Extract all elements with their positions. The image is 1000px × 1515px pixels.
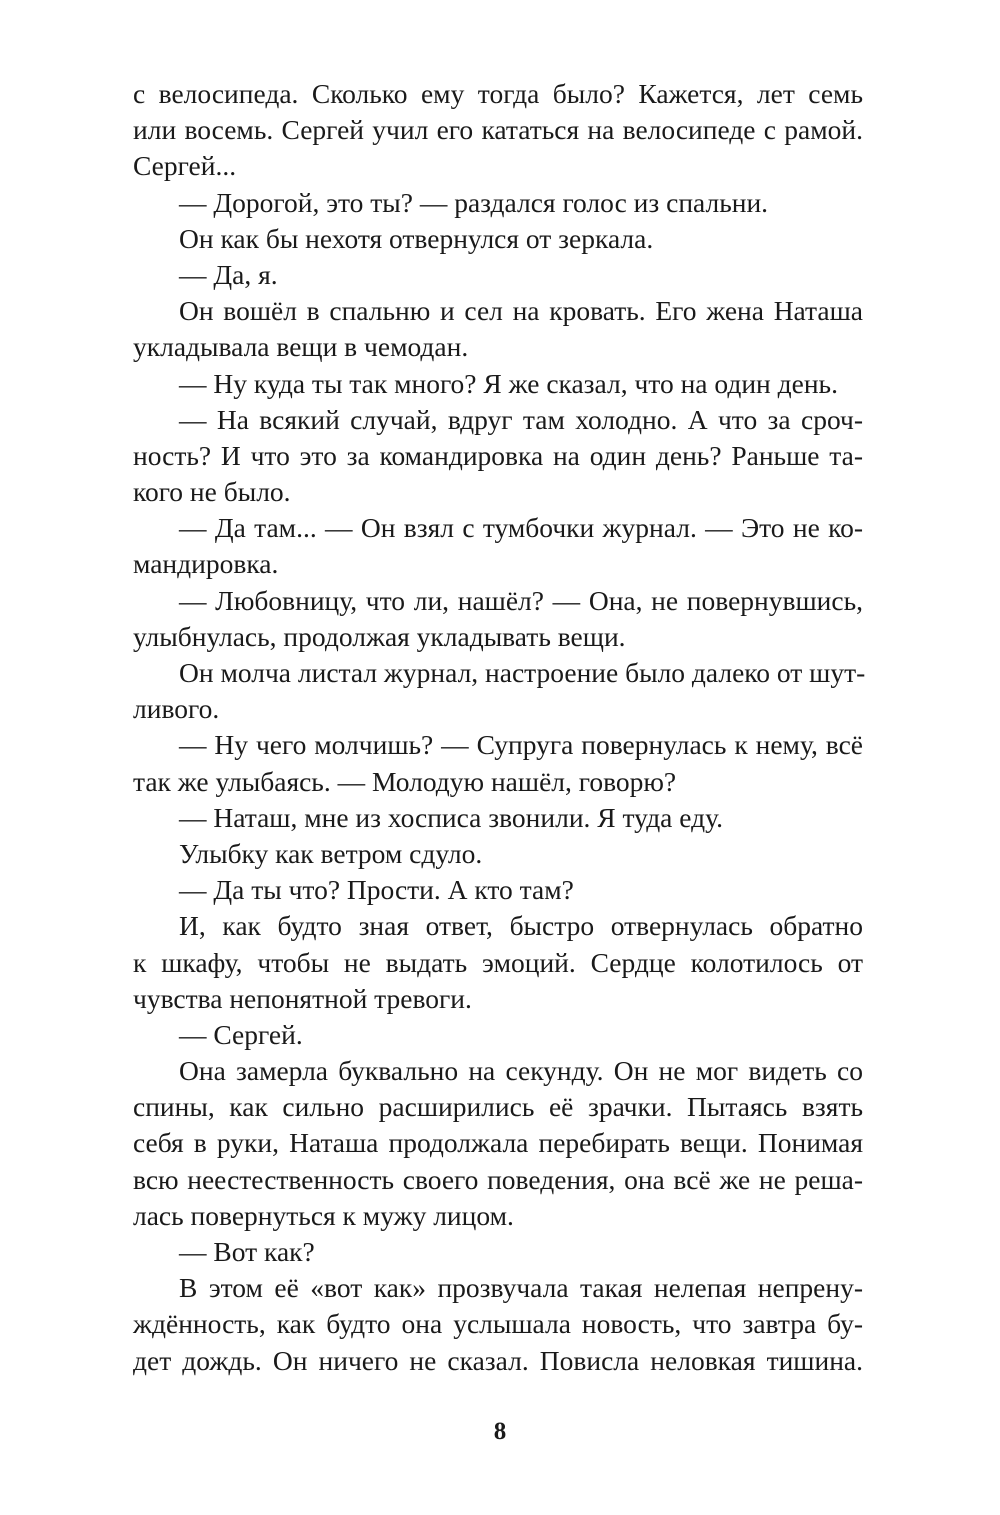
- text-line: с велосипеда. Сколько ему тогда было? Кажется, лет семь: [133, 78, 863, 109]
- text-line: к шкафу, чтобы не выдать эмоций. Сердце колотилось от: [133, 946, 863, 978]
- text-line: всю неестественность своего поведения, она всё же не реша-: [133, 1163, 863, 1195]
- text-line: ность? И что это за командировка на один день? Раньше та-: [133, 439, 863, 471]
- body-text: [133, 76, 866, 1379]
- text-line: — Да, я.: [179, 258, 278, 290]
- text-line: ждённость, как будто она услышала новость, что завтра бу-: [133, 1308, 863, 1340]
- text-line: — Вот как?: [179, 1236, 315, 1267]
- text-line: — Наташ, мне из хосписа звонили. Я туда еду.: [179, 801, 723, 833]
- text-line: укладывала вещи в чемодан.: [133, 331, 469, 363]
- text-line: — Дорогой, это ты? — раздался голос из спальни.: [179, 186, 769, 218]
- text-line: себя в руки, Наташа продолжала перебирать вещи. Понимая: [133, 1127, 863, 1159]
- text-line: — Да там... — Он взял с тумбочки журнал. — Это не ко-: [179, 512, 863, 544]
- text-line: лась повернуться к мужу лицом.: [133, 1199, 514, 1231]
- text-line: так же улыбаясь. — Молодую нашёл, говорю?: [133, 765, 677, 797]
- text-line: Сергей...: [133, 150, 237, 182]
- text-line: мандировка.: [133, 548, 279, 580]
- text-line: спины, как сильно расширились её зрачки. Пытаясь взять: [133, 1091, 863, 1123]
- text-line: — Сергей.: [179, 1018, 303, 1050]
- text-line: Она замерла буквально на секунду. Он не мог видеть со: [179, 1055, 863, 1087]
- text-line: Улыбку как ветром сдуло.: [179, 837, 483, 869]
- text-line: Он вошёл в спальню и сел на кровать. Его жена Наташа: [179, 295, 863, 327]
- text-line: чувства непонятной тревоги.: [133, 982, 472, 1014]
- text-line: ливого.: [133, 693, 220, 725]
- text-line: — На всякий случай, вдруг там холодно. А что за сроч-: [179, 403, 863, 435]
- text-line: кого не было.: [133, 476, 291, 508]
- text-line: — Ну куда ты так много? Я же сказал, что на один день.: [179, 367, 838, 399]
- text-line: или восемь. Сергей учил его кататься на велосипеде с рамой.: [133, 114, 863, 146]
- text-line: Он молча листал журнал, настроение было далеко от шут-: [179, 657, 866, 688]
- text-line: Он как бы нехотя отвернулся от зеркала.: [179, 222, 654, 254]
- text-line: дет дождь. Он ничего не сказал. Повисла неловкая тишина.: [133, 1344, 863, 1376]
- text-line: улыбнулась, продолжая укладывать вещи.: [133, 620, 626, 652]
- text-line: — Любовницу, что ли, нашёл? — Она, не повернувшись,: [179, 584, 863, 616]
- page-number: 8: [493, 1418, 507, 1445]
- text-line: — Да ты что? Прости. А кто там?: [179, 874, 574, 906]
- text-line: — Ну чего молчишь? — Супруга повернулась к нему, всё: [179, 729, 863, 761]
- text-line: И, как будто зная ответ, быстро отвернулась обратно: [179, 910, 863, 942]
- text-line: В этом её «вот как» прозвучала такая нелепая непрену-: [179, 1272, 863, 1304]
